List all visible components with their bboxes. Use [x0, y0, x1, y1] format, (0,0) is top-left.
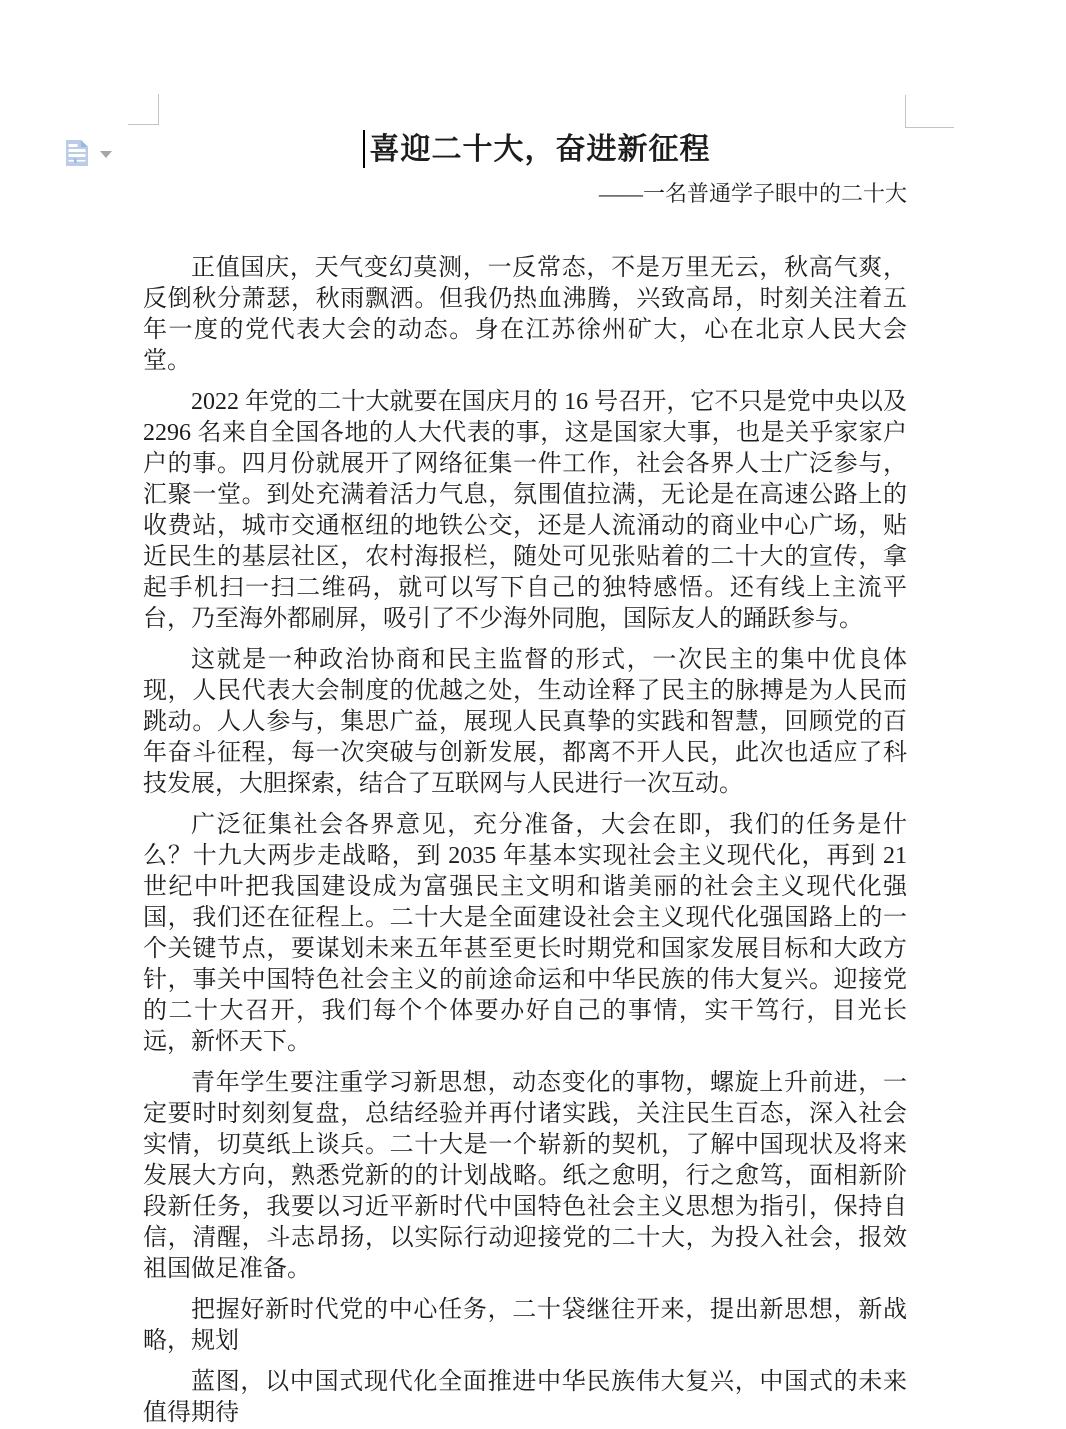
document-title: 喜迎二十大，奋进新征程 [370, 130, 711, 170]
paste-options-button[interactable] [64, 139, 112, 167]
margin-crop-mark-top-left [128, 94, 159, 125]
paragraph[interactable]: 青年学生要注重学习新思想，动态变化的事物，螺旋上升前进，一定要时时刻刻复盘，总结经验并再付诸实践，关注民生百态，深入社会实情，切莫纸上谈兵。二十大是一个崭新的契机，了解中国现状及将来发展大方向，熟悉党新的的计划战略。纸之愈明，行之愈笃，面相新阶段新任务，我要以习近平新时代中国特色社会主义思想为指引，保持自信，清醒，斗志昂扬，以实际行动迎接党的二十大，为投入社会，报效祖国做足准备。 [143, 1070, 907, 1282]
text-cursor [363, 130, 365, 168]
paragraph[interactable]: 把握好新时代党的中心任务，二十袋继往开来，提出新思想，新战略，规划 [143, 1297, 907, 1354]
paragraph[interactable]: 这就是一种政治协商和民主监督的形式，一次民主的集中优良体现，人民代表大会制度的优越之处，生动诠释了民主的脉搏是为人民而跳动。人人参与，集思广益，展现人民真挚的实践和智慧，回顾党的百年奋斗征程，每一次突破与创新发展，都离不开人民，此次也适应了科技发展，大胆探索，结合了互联网与人民进行一次互动。 [143, 647, 907, 797]
paragraph-clipped[interactable]: 蓝图，以中国式现代化全面推进中华民族伟大复兴，中国式的未来值得期待 [143, 1369, 907, 1426]
document-page[interactable] [143, 130, 907, 1429]
title-row [143, 130, 907, 170]
paragraph[interactable]: 2022 年党的二十大就要在国庆月的 16 号召开，它不只是党中央以及 2296 名来自全国各地的人大代表的事，这是国家大事，也是关乎家家户户的事。四月份就展开了网络征集一件工作，社会各界人士广泛参与，汇聚一堂。到处充满着活力气息，氛围值拉满，无论是在高速公路上的收费站，城市交通枢纽的地铁公交，还是人流涌动的商业中心广场，贴近民生的基层社区，农村海报栏，随处可见张贴着的二十大的宣传，拿起手机扫一扫二维码，就可以写下自己的独特感悟。还有线上主流平台，乃至海外都刷屏，吸引了不少海外同胞，国际友人的踊跃参与。 [143, 389, 907, 632]
paragraph[interactable]: 正值国庆，天气变幻莫测，一反常态，不是万里无云，秋高气爽，反倒秋分萧瑟，秋雨飘洒。但我仍热血沸腾，兴致高昂，时刻关注着五年一度的党代表大会的动态。身在江苏徐州矿大，心在北京人民大会堂。 [143, 255, 907, 374]
paragraph[interactable]: 广泛征集社会各界意见，充分准备，大会在即，我们的任务是什么？十九大两步走战略，到 2035 年基本实现社会主义现代化，再到 21 世纪中叶把我国建设成为富强民主文明和谐美丽的社会主义现代化强国，我们还在征程上。二十大是全面建设社会主义现代化强国路上的一个关键节点，要谋划未来五年甚至更长时期党和国家发展目标和大政方针，事关中国特色社会主义的前途命运和中华民族的伟大复兴。迎接党的二十大召开，我们每个个体要办好自己的事情，实干笃行，目光长远，新怀天下。 [143, 812, 907, 1055]
document-body [143, 253, 907, 1429]
document-icon [64, 139, 90, 167]
margin-crop-mark-top-right [905, 95, 954, 128]
document-subtitle: ——一名普通学子眼中的二十大 [598, 181, 907, 206]
chevron-down-icon[interactable] [100, 151, 112, 158]
